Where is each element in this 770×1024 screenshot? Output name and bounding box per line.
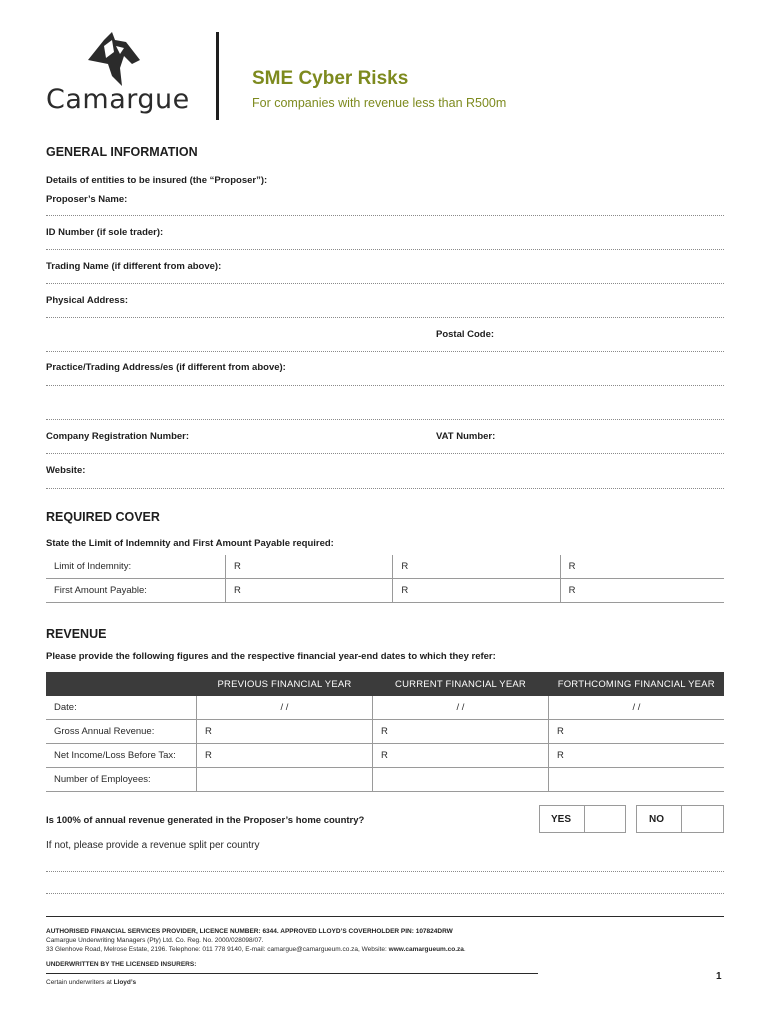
website-label: Website: xyxy=(46,465,86,476)
gross-revenue-previous[interactable]: R xyxy=(197,720,373,744)
revenue-table xyxy=(46,672,724,792)
column-header-current: CURRENT FINANCIAL YEAR xyxy=(373,672,549,696)
date-label: Date: xyxy=(46,696,197,720)
table-header-row xyxy=(46,672,724,696)
brand-wordmark: Camargue xyxy=(46,84,190,115)
practice-address-field-2[interactable] xyxy=(46,419,724,420)
net-income-forthcoming[interactable]: R xyxy=(549,744,725,768)
column-header-previous: PREVIOUS FINANCIAL YEAR xyxy=(197,672,373,696)
table-row xyxy=(46,555,724,579)
cover-table xyxy=(46,555,724,603)
limit-of-indemnity-label: Limit of Indemnity: xyxy=(46,555,226,579)
no-label-box xyxy=(636,805,682,833)
trading-name-field[interactable] xyxy=(46,283,724,284)
revenue-corner-header xyxy=(46,672,197,696)
postal-code-label: Postal Code: xyxy=(436,329,495,340)
underwritten-by-line: UNDERWRITTEN BY THE LICENSED INSURERS: xyxy=(46,961,197,968)
date-current[interactable]: / / xyxy=(373,696,549,720)
lloyds-name: Lloyd’s xyxy=(113,979,137,986)
certain-underwriters-text: Certain underwriters at xyxy=(46,979,114,986)
address-suffix: . xyxy=(463,946,466,953)
document-title: SME Cyber Risks xyxy=(252,68,409,89)
entities-intro: Details of entities to be insured (the “Proposer”): xyxy=(46,175,268,186)
gross-revenue-label: Gross Annual Revenue: xyxy=(46,720,197,744)
net-income-current[interactable]: R xyxy=(373,744,549,768)
revenue-split-field-1[interactable] xyxy=(46,871,724,872)
physical-address-field[interactable] xyxy=(46,317,724,318)
revenue-split-field-2[interactable] xyxy=(46,893,724,894)
website-field[interactable] xyxy=(46,488,724,489)
brand-logo xyxy=(82,30,144,88)
date-previous[interactable]: / / xyxy=(197,696,373,720)
yes-label: YES xyxy=(551,814,572,825)
id-number-field[interactable] xyxy=(46,249,724,250)
proposer-name-field[interactable] xyxy=(46,215,724,216)
fap-option-3[interactable]: R xyxy=(560,579,724,603)
address-text: 33 Glenhove Road, Melrose Estate, 2196. Telephone: 011 778 9140, E-mail: camargue@camargueum.co.za, Website: xyxy=(46,946,389,953)
document-subtitle: For companies with revenue less than R500m xyxy=(252,96,507,110)
header-divider xyxy=(216,32,219,120)
table-row xyxy=(46,696,724,720)
footer-rule xyxy=(46,916,724,917)
certain-underwriters-line xyxy=(46,979,136,986)
proposer-name-label: Proposer’s Name: xyxy=(46,194,128,205)
practice-address-field-1[interactable] xyxy=(46,385,724,386)
limit-option-1[interactable]: R xyxy=(226,555,393,579)
cover-intro: State the Limit of Indemnity and First Amount Payable required: xyxy=(46,538,334,549)
employees-label: Number of Employees: xyxy=(46,768,197,792)
revenue-split-prompt: If not, please provide a revenue split per country xyxy=(46,840,260,851)
table-row xyxy=(46,744,724,768)
postal-code-field[interactable] xyxy=(46,351,724,352)
general-information-heading: GENERAL INFORMATION xyxy=(46,145,198,159)
revenue-heading: REVENUE xyxy=(46,627,107,641)
physical-address-label: Physical Address: xyxy=(46,295,129,306)
limit-option-2[interactable]: R xyxy=(393,555,560,579)
column-header-forthcoming: FORTHCOMING FINANCIAL YEAR xyxy=(549,672,725,696)
trading-name-label: Trading Name (if different from above): xyxy=(46,261,222,272)
date-forthcoming[interactable]: / / xyxy=(549,696,725,720)
gross-revenue-current[interactable]: R xyxy=(373,720,549,744)
employees-forthcoming[interactable] xyxy=(549,768,725,792)
net-income-label: Net Income/Loss Before Tax: xyxy=(46,744,197,768)
limit-option-3[interactable]: R xyxy=(560,555,724,579)
table-row xyxy=(46,768,724,792)
page-number: 1 xyxy=(716,971,722,982)
no-checkbox[interactable] xyxy=(681,805,724,833)
gross-revenue-forthcoming[interactable]: R xyxy=(549,720,725,744)
licence-line: AUTHORISED FINANCIAL SERVICES PROVIDER, LICENCE NUMBER: 6344. APPROVED LLOYD’S COVERHOLDER PIN: 107824DRW xyxy=(46,928,453,935)
employees-current[interactable] xyxy=(373,768,549,792)
net-income-previous[interactable]: R xyxy=(197,744,373,768)
yes-label-box xyxy=(539,805,585,833)
company-line: Camargue Underwriting Managers (Pty) Ltd. Co. Reg. No. 2000/028098/07. xyxy=(46,937,264,944)
footer-website-link[interactable]: www.camargueum.co.za xyxy=(388,946,464,953)
fap-option-2[interactable]: R xyxy=(393,579,560,603)
id-number-label: ID Number (if sole trader): xyxy=(46,227,164,238)
home-country-question: Is 100% of annual revenue generated in the Proposer’s home country? xyxy=(46,815,365,826)
table-row xyxy=(46,720,724,744)
revenue-intro: Please provide the following figures and the respective financial year-end dates to which they refer: xyxy=(46,651,496,662)
footer-rule-short xyxy=(46,973,538,974)
vat-number-label: VAT Number: xyxy=(436,431,496,442)
employees-previous[interactable] xyxy=(197,768,373,792)
fap-option-1[interactable]: R xyxy=(226,579,393,603)
yes-checkbox[interactable] xyxy=(584,805,626,833)
required-cover-heading: REQUIRED COVER xyxy=(46,510,160,524)
first-amount-payable-label: First Amount Payable: xyxy=(46,579,226,603)
registration-vat-field[interactable] xyxy=(46,453,724,454)
horse-head-icon xyxy=(82,30,144,88)
company-registration-label: Company Registration Number: xyxy=(46,431,190,442)
practice-address-label: Practice/Trading Address/es (if different from above): xyxy=(46,362,286,373)
address-line xyxy=(46,946,466,953)
table-row xyxy=(46,579,724,603)
no-label: NO xyxy=(649,814,664,825)
